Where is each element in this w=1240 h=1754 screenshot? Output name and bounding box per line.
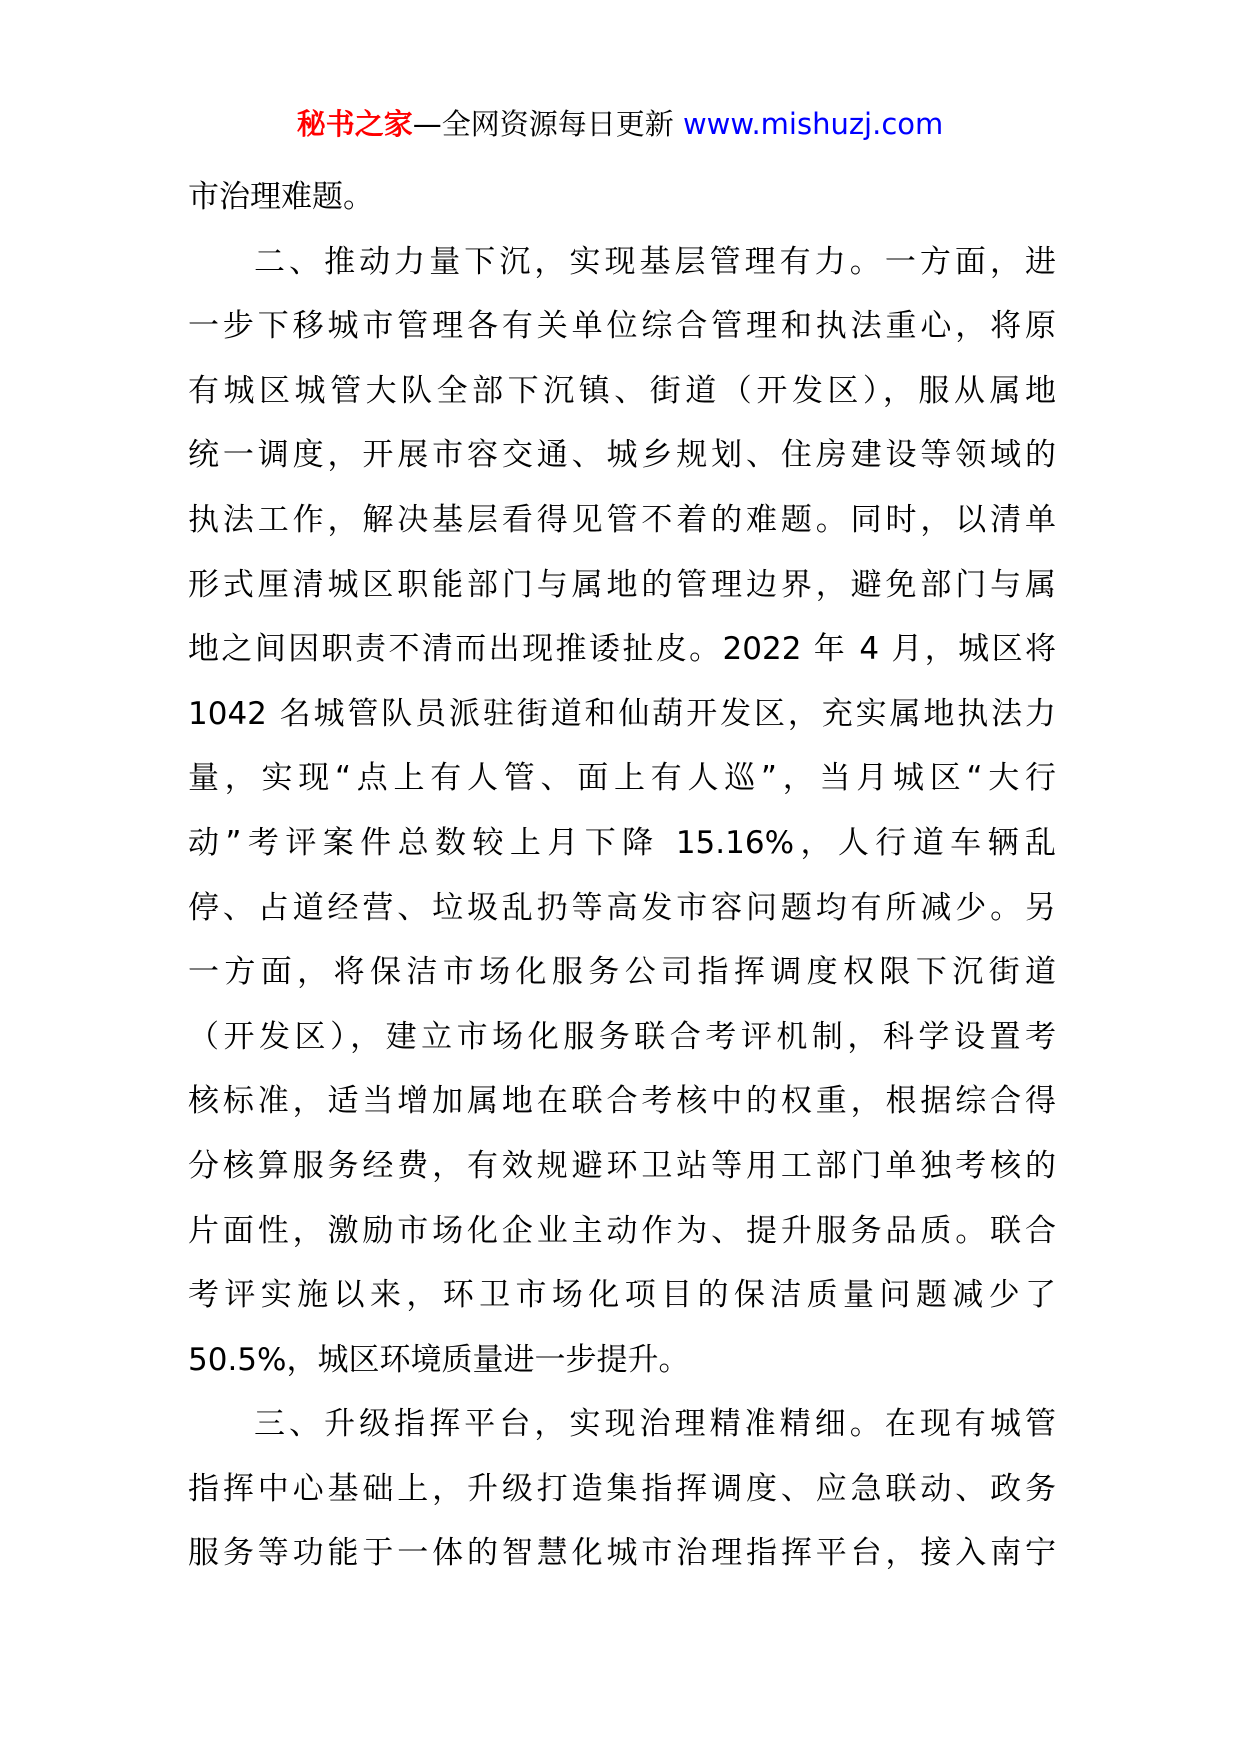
site-header xyxy=(0,104,1240,144)
text-line: 统一调度，开展市容交通、城乡规划、住房建设等领域的 xyxy=(188,437,1056,474)
text-line: （开发区），建立市场化服务联合考评机制，科学设置考 xyxy=(188,1018,1056,1055)
site-url-link[interactable]: www.mishuzj.com xyxy=(682,107,944,141)
text-line: 形式厘清城区职能部门与属地的管理边界，避免部门与属 xyxy=(188,566,1056,603)
text-line: 量，实现“点上有人管、面上有人巡”，当月城区“大行 xyxy=(188,760,1056,797)
text-line: 指挥中心基础上，升级打造集指挥调度、应急联动、政务 xyxy=(188,1470,1056,1507)
text-line: 分核算服务经费，有效规避环卫站等用工部门单独考核的 xyxy=(188,1147,1056,1184)
text-line: 50.5%，城区环境质量进一步提升。 xyxy=(188,1341,690,1378)
text-line: 一步下移城市管理各有关单位综合管理和执法重心，将原 xyxy=(188,308,1056,345)
text-line: 服务等功能于一体的智慧化城市治理指挥平台，接入南宁 xyxy=(188,1535,1056,1572)
text-line: 1042 名城管队员派驻街道和仙葫开发区，充实属地执法力 xyxy=(188,695,1056,732)
text-line: 片面性，激励市场化企业主动作为、提升服务品质。联合 xyxy=(188,1212,1056,1249)
text-line: 二、推动力量下沉，实现基层管理有力。一方面，进 xyxy=(254,243,1056,280)
text-line: 考评实施以来，环卫市场化项目的保洁质量问题减少了 xyxy=(188,1277,1056,1314)
text-line: 市治理难题。 xyxy=(188,179,374,215)
text-line: 执法工作，解决基层看得见管不着的难题。同时，以清单 xyxy=(188,501,1056,538)
text-line: 停、占道经营、垃圾乱扔等高发市容问题均有所减少。另 xyxy=(188,889,1056,926)
text-line: 有城区城管大队全部下沉镇、街道（开发区），服从属地 xyxy=(188,372,1056,409)
document-body xyxy=(188,165,1056,1586)
site-tagline: —全网资源每日更新 xyxy=(412,107,683,141)
text-line: 核标准，适当增加属地在联合考核中的权重，根据综合得 xyxy=(188,1083,1056,1120)
text-line: 地之间因职责不清而出现推诿扯皮。2022 年 4 月，城区将 xyxy=(188,631,1056,668)
text-line: 三、升级指挥平台，实现治理精准精细。在现有城管 xyxy=(254,1406,1056,1443)
site-brand: 秘书之家 xyxy=(296,107,413,141)
text-line: 动”考评案件总数较上月下降 15.16%，人行道车辆乱 xyxy=(188,824,1056,861)
text-line: 一方面，将保洁市场化服务公司指挥调度权限下沉街道 xyxy=(188,954,1056,991)
